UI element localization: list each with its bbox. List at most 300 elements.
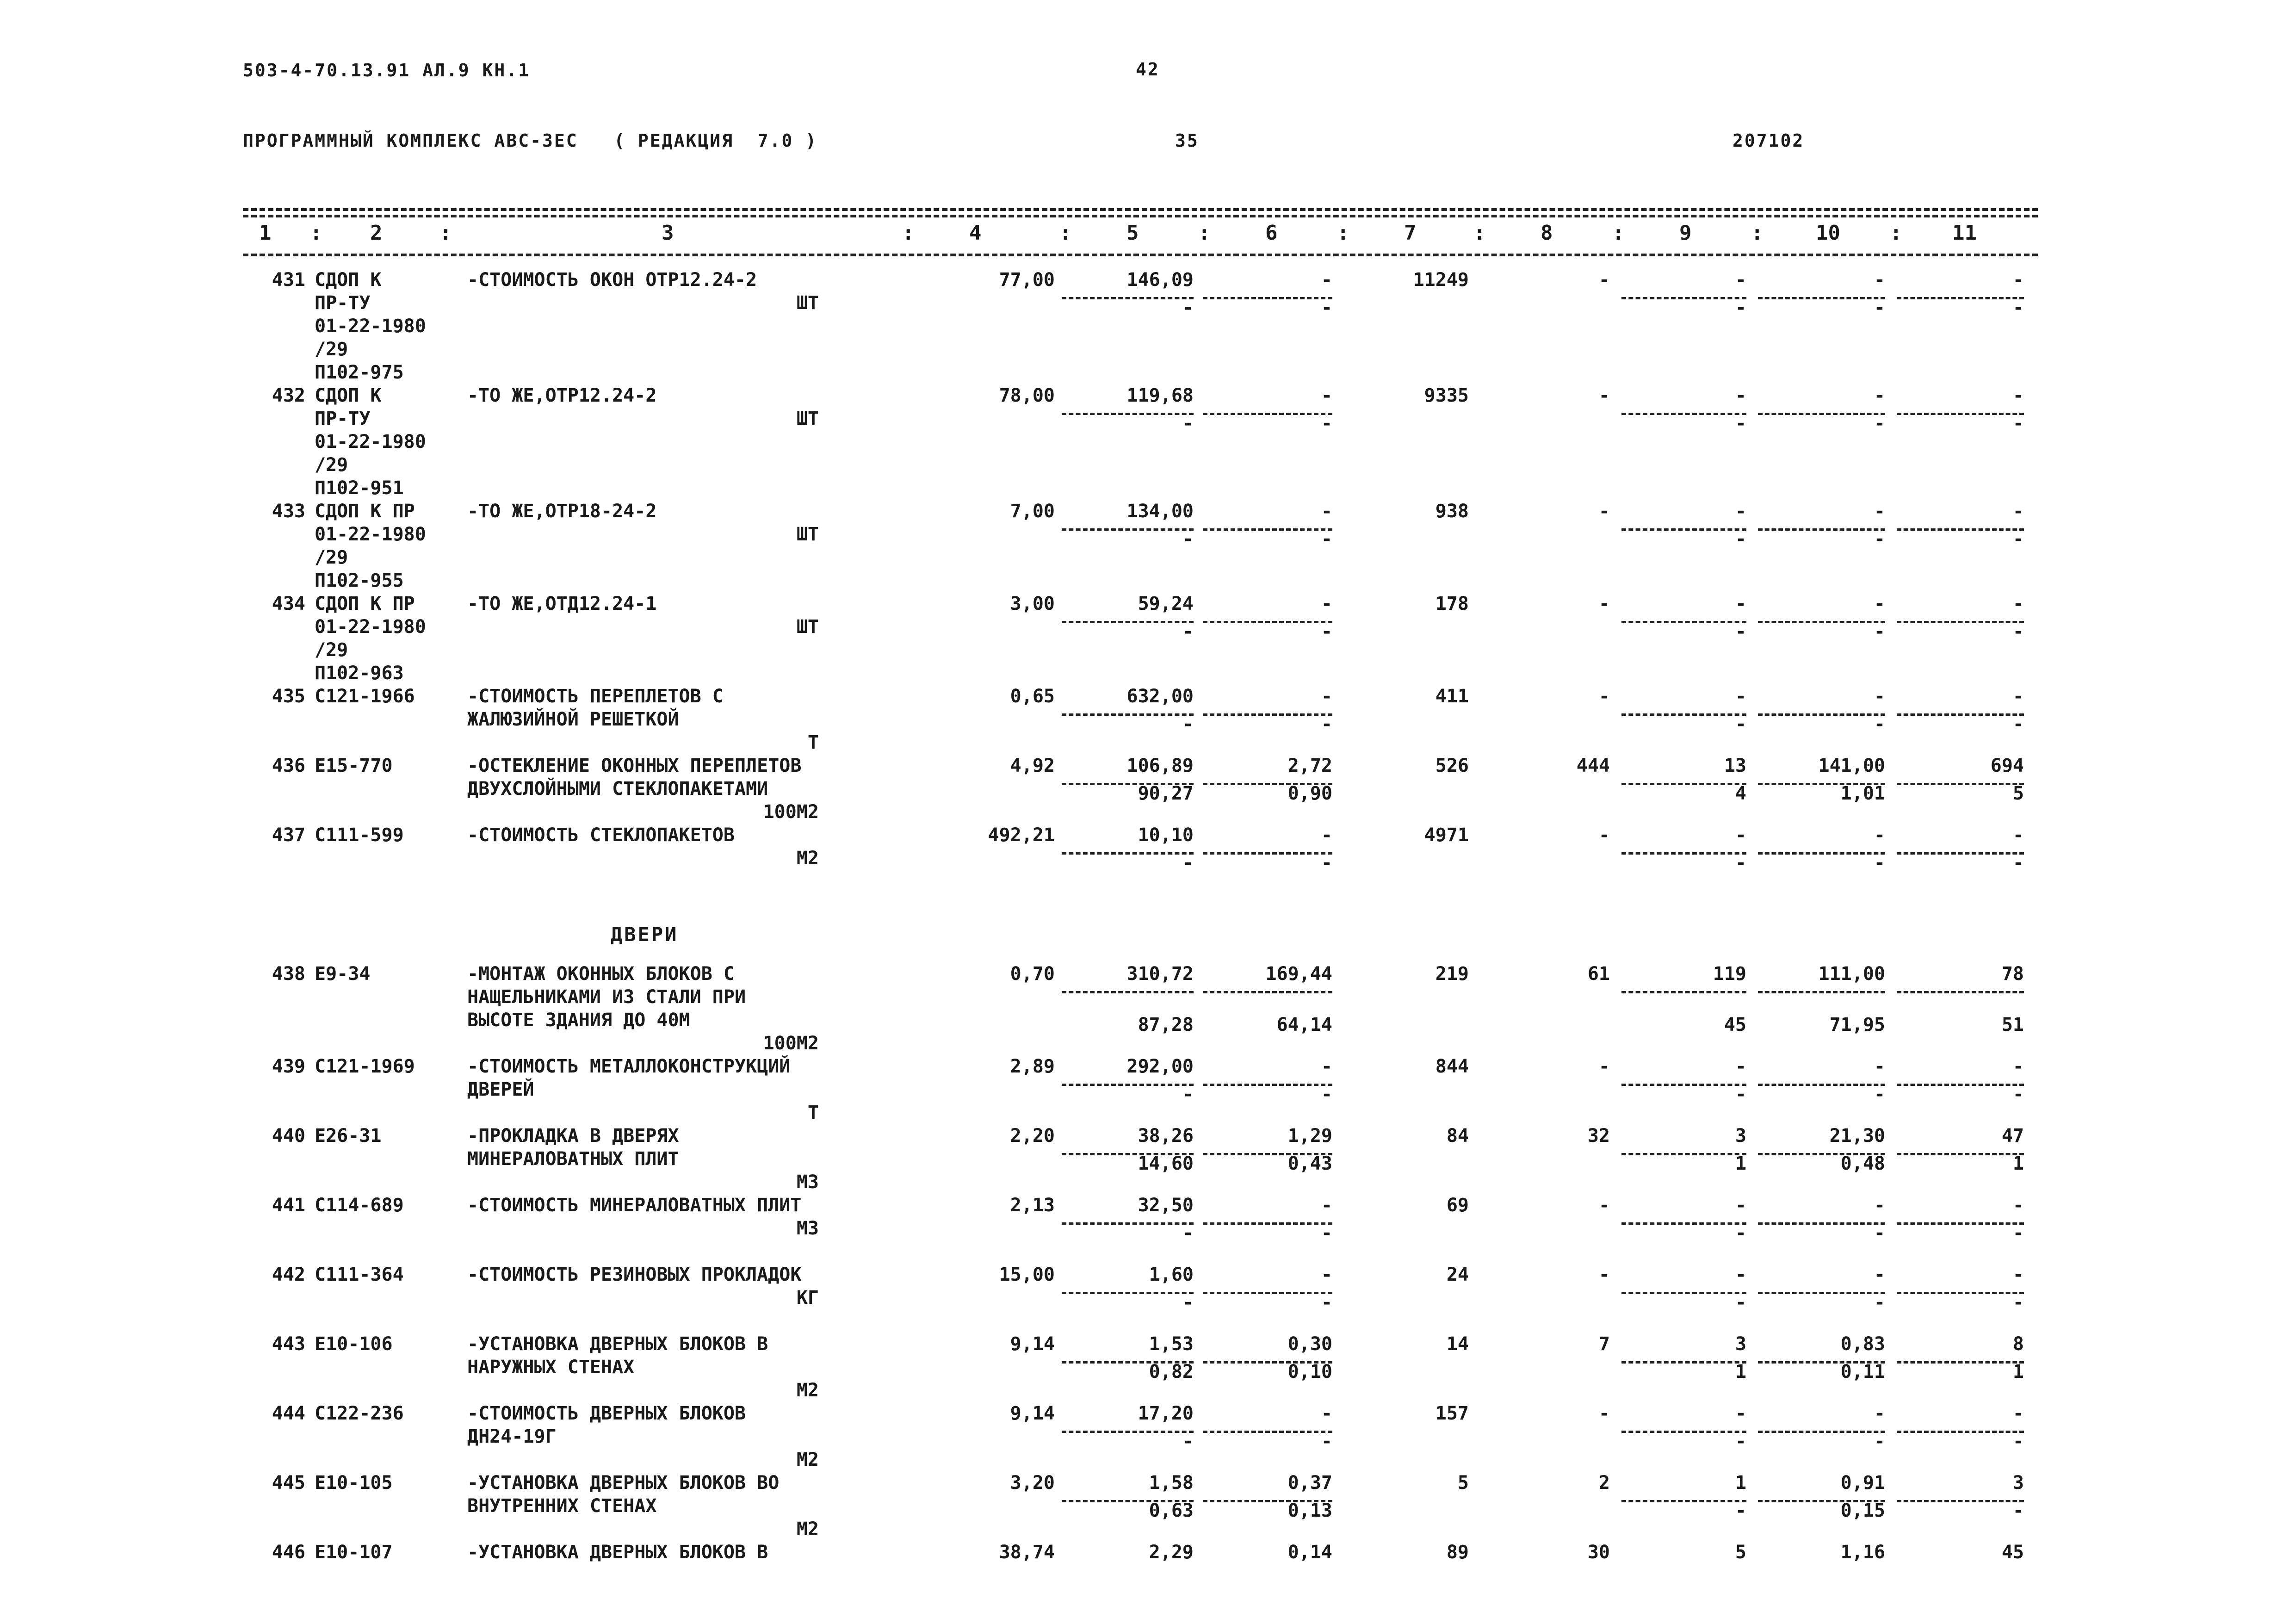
col-header-4: 4 xyxy=(969,221,982,245)
subcell-s10: - xyxy=(1874,528,1885,550)
section-heading-doors: ДВЕРИ xyxy=(611,923,679,946)
row-code: С121-1969 xyxy=(315,1056,415,1077)
subcell-s11: - xyxy=(2012,1500,2024,1521)
subcell-s6: - xyxy=(1321,1084,1332,1105)
cell-c4: 77,00 xyxy=(999,269,1055,291)
row-number: 443 xyxy=(272,1333,305,1355)
cell-c10: - xyxy=(1874,1403,1885,1424)
subcell-s10: - xyxy=(1874,852,1885,874)
cell-c10: - xyxy=(1874,686,1885,707)
cell-c6: - xyxy=(1321,824,1332,846)
cell-c5: 1,58 xyxy=(1149,1472,1194,1494)
cell-c6: 0,30 xyxy=(1287,1333,1332,1355)
cell-c11: - xyxy=(2012,269,2024,291)
cell-separator xyxy=(1203,991,1332,993)
cell-c9: - xyxy=(1735,824,1746,846)
row-code: /29 xyxy=(315,454,348,476)
row-description: -МОНТАЖ ОКОННЫХ БЛОКОВ С xyxy=(467,963,735,985)
cell-c5: 292,00 xyxy=(1126,1056,1194,1077)
cell-c8: 444 xyxy=(1576,755,1610,776)
subcell-s6: 64,14 xyxy=(1276,1014,1332,1035)
row-number: 441 xyxy=(272,1195,305,1216)
subcell-s5: - xyxy=(1182,852,1194,874)
cell-c4: 78,00 xyxy=(999,385,1055,406)
cell-c6: - xyxy=(1321,385,1332,406)
row-number: 437 xyxy=(272,824,305,846)
row-code: П102-951 xyxy=(315,477,404,499)
subcell-s9: 45 xyxy=(1724,1014,1746,1035)
subcell-s6: 0,43 xyxy=(1287,1153,1332,1174)
report-code: 207102 xyxy=(1733,130,1805,151)
row-code: Е26-31 xyxy=(315,1125,382,1147)
subcell-s5: 14,60 xyxy=(1138,1153,1194,1174)
row-number: 436 xyxy=(272,755,305,776)
subcell-s10: 71,95 xyxy=(1829,1014,1885,1035)
cell-c8: - xyxy=(1598,593,1610,614)
cell-c11: 3 xyxy=(2012,1472,2024,1494)
cell-c10: 1,16 xyxy=(1840,1542,1885,1563)
table-top-rule-2 xyxy=(243,215,2038,217)
cell-c6: 0,14 xyxy=(1287,1542,1332,1563)
cell-c9: 3 xyxy=(1735,1333,1746,1355)
row-code: С122-236 xyxy=(315,1403,404,1424)
cell-c8: - xyxy=(1598,824,1610,846)
sheet-number: 35 xyxy=(1175,130,1199,151)
col-header-8: 8 xyxy=(1541,221,1553,245)
subcell-s6: - xyxy=(1321,413,1332,434)
subcell-s5: - xyxy=(1182,413,1194,434)
row-description: ВНУТРЕННИХ СТЕНАХ xyxy=(467,1495,657,1517)
cell-c10: - xyxy=(1874,269,1885,291)
cell-c5: 38,26 xyxy=(1138,1125,1194,1147)
row-code: /29 xyxy=(315,547,348,568)
subcell-s9: - xyxy=(1735,413,1746,434)
cell-c9: - xyxy=(1735,1056,1746,1077)
subcell-s10: - xyxy=(1874,1292,1885,1313)
cell-c5: 134,00 xyxy=(1126,501,1194,522)
row-description: НАРУЖНЫХ СТЕНАХ xyxy=(467,1357,635,1378)
col-header-5: 5 xyxy=(1126,221,1139,245)
col-header-2: 2 xyxy=(370,221,383,245)
cell-c5: 17,20 xyxy=(1138,1403,1194,1424)
cell-c10: 21,30 xyxy=(1829,1125,1885,1147)
cell-c7: 89 xyxy=(1446,1542,1469,1563)
subcell-s9: - xyxy=(1735,1431,1746,1452)
row-code: С111-364 xyxy=(315,1264,404,1285)
cell-c6: 0,37 xyxy=(1287,1472,1332,1494)
cell-c10: - xyxy=(1874,824,1885,846)
subcell-s5: 0,63 xyxy=(1149,1500,1194,1521)
row-code: Е10-107 xyxy=(315,1542,393,1563)
row-number: 434 xyxy=(272,593,305,614)
subcell-s5: - xyxy=(1182,1084,1194,1105)
subcell-s11: 1 xyxy=(2012,1153,2024,1174)
cell-c6: - xyxy=(1321,1403,1332,1424)
subcell-s11: - xyxy=(2012,1084,2024,1105)
subcell-s11: 5 xyxy=(2012,783,2024,804)
cell-c9: - xyxy=(1735,1403,1746,1424)
subcell-s5: 90,27 xyxy=(1138,783,1194,804)
cell-c9: 13 xyxy=(1724,755,1746,776)
cell-c11: - xyxy=(2012,1195,2024,1216)
cell-c4: 0,70 xyxy=(1010,963,1055,985)
row-unit: М3 xyxy=(796,1172,819,1193)
cell-c8: 7 xyxy=(1598,1333,1610,1355)
col-header-9: 9 xyxy=(1679,221,1692,245)
subcell-s11: - xyxy=(2012,713,2024,735)
subcell-s6: 0,10 xyxy=(1287,1361,1332,1382)
col-header-10: 10 xyxy=(1816,221,1840,245)
subcell-s9: 4 xyxy=(1735,783,1746,804)
subcell-s10: - xyxy=(1874,297,1885,318)
cell-c6: - xyxy=(1321,593,1332,614)
cell-c11: - xyxy=(2012,1403,2024,1424)
subcell-s11: - xyxy=(2012,1431,2024,1452)
cell-c11: - xyxy=(2012,1264,2024,1285)
row-description: -УСТАНОВКА ДВЕРНЫХ БЛОКОВ В xyxy=(467,1542,768,1563)
cell-c4: 4,92 xyxy=(1010,755,1055,776)
subcell-s5: - xyxy=(1182,621,1194,642)
cell-c6: - xyxy=(1321,1056,1332,1077)
row-code: СДОП К ПР xyxy=(315,501,415,522)
row-code: С114-689 xyxy=(315,1195,404,1216)
subcell-s11: - xyxy=(2012,1222,2024,1244)
cell-c9: - xyxy=(1735,501,1746,522)
cell-c4: 2,89 xyxy=(1010,1056,1055,1077)
cell-c5: 146,09 xyxy=(1126,269,1194,291)
cell-c8: - xyxy=(1598,269,1610,291)
subcell-s11: 51 xyxy=(2001,1014,2024,1035)
subcell-s10: 0,15 xyxy=(1840,1500,1885,1521)
row-code: П102-975 xyxy=(315,362,404,383)
row-description: ВЫСОТЕ ЗДАНИЯ ДО 40М xyxy=(467,1010,690,1031)
row-description: -УСТАНОВКА ДВЕРНЫХ БЛОКОВ ВО xyxy=(467,1472,780,1494)
row-number: 435 xyxy=(272,686,305,707)
cell-c9: - xyxy=(1735,1264,1746,1285)
cell-c10: - xyxy=(1874,1195,1885,1216)
cell-c11: - xyxy=(2012,385,2024,406)
subcell-s6: 0,90 xyxy=(1287,783,1332,804)
cell-c10: 0,91 xyxy=(1840,1472,1885,1494)
program-title: ПРОГРАММНЫЙ КОМПЛЕКС АВС-3ЕС ( РЕДАКЦИЯ 7.0 ) xyxy=(243,130,818,151)
row-code: 01-22-1980 xyxy=(315,524,426,545)
row-number: 439 xyxy=(272,1056,305,1077)
cell-c11: - xyxy=(2012,824,2024,846)
row-code: С111-599 xyxy=(315,824,404,846)
cell-c4: 0,65 xyxy=(1010,686,1055,707)
row-code: СДОП К ПР xyxy=(315,593,415,614)
cell-c6: - xyxy=(1321,1264,1332,1285)
subcell-s6: - xyxy=(1321,1431,1332,1452)
cell-separator xyxy=(1062,991,1194,993)
row-code: П102-955 xyxy=(315,570,404,591)
cell-c9: 3 xyxy=(1735,1125,1746,1147)
row-description: МИНЕРАЛОВАТНЫХ ПЛИТ xyxy=(467,1148,679,1170)
row-number: 442 xyxy=(272,1264,305,1285)
cell-c7: 219 xyxy=(1435,963,1469,985)
cell-c8: - xyxy=(1598,1056,1610,1077)
cell-c11: 47 xyxy=(2001,1125,2024,1147)
subcell-s11: - xyxy=(2012,1292,2024,1313)
row-number: 432 xyxy=(272,385,305,406)
row-description: -ТО ЖЕ,ОТР12.24-2 xyxy=(467,385,657,406)
cell-c7: 411 xyxy=(1435,686,1469,707)
row-unit: 100М2 xyxy=(763,1033,819,1054)
row-unit: М2 xyxy=(796,1449,819,1470)
row-unit: ШТ xyxy=(796,292,819,314)
row-description: ДН24-19Г xyxy=(467,1426,557,1447)
cell-c6: 1,29 xyxy=(1287,1125,1332,1147)
row-description: -СТОИМОСТЬ РЕЗИНОВЫХ ПРОКЛАДОК xyxy=(467,1264,802,1285)
subcell-s10: - xyxy=(1874,1222,1885,1244)
cell-c4: 2,13 xyxy=(1010,1195,1055,1216)
cell-c7: 84 xyxy=(1446,1125,1469,1147)
cell-separator xyxy=(1758,991,1885,993)
subcell-s11: - xyxy=(2012,297,2024,318)
cell-c8: 32 xyxy=(1587,1125,1610,1147)
subcell-s5: - xyxy=(1182,1431,1194,1452)
row-description: -СТОИМОСТЬ ПЕРЕПЛЕТОВ С xyxy=(467,686,724,707)
subcell-s5: 87,28 xyxy=(1138,1014,1194,1035)
row-description: -УСТАНОВКА ДВЕРНЫХ БЛОКОВ В xyxy=(467,1333,768,1355)
row-number: 438 xyxy=(272,963,305,985)
cell-c6: 169,44 xyxy=(1265,963,1332,985)
subcell-s9: 1 xyxy=(1735,1361,1746,1382)
subcell-s6: - xyxy=(1321,621,1332,642)
subcell-s11: 1 xyxy=(2012,1361,2024,1382)
cell-c8: 2 xyxy=(1598,1472,1610,1494)
row-unit: 100М2 xyxy=(763,801,819,823)
cell-c6: - xyxy=(1321,269,1332,291)
cell-c9: - xyxy=(1735,686,1746,707)
subcell-s6: - xyxy=(1321,1292,1332,1313)
cell-c9: - xyxy=(1735,1195,1746,1216)
row-code: ПР-ТУ xyxy=(315,292,371,314)
cell-c5: 632,00 xyxy=(1126,686,1194,707)
cell-c5: 310,72 xyxy=(1126,963,1194,985)
subcell-s6: - xyxy=(1321,713,1332,735)
row-code: /29 xyxy=(315,339,348,360)
cell-separator xyxy=(1897,991,2024,993)
subcell-s11: - xyxy=(2012,621,2024,642)
cell-c7: 938 xyxy=(1435,501,1469,522)
subcell-s9: - xyxy=(1735,1500,1746,1521)
cell-c5: 119,68 xyxy=(1126,385,1194,406)
row-description: -СТОИМОСТЬ МЕТАЛЛОКОНСТРУКЦИЙ xyxy=(467,1056,791,1077)
cell-c4: 15,00 xyxy=(999,1264,1055,1285)
row-description: ДВЕРЕЙ xyxy=(467,1079,534,1100)
cell-c4: 3,00 xyxy=(1010,593,1055,614)
subcell-s5: - xyxy=(1182,1292,1194,1313)
cell-c7: 24 xyxy=(1446,1264,1469,1285)
row-number: 431 xyxy=(272,269,305,291)
row-code: СДОП К xyxy=(315,385,382,406)
subcell-s5: - xyxy=(1182,713,1194,735)
cell-separator xyxy=(1621,991,1746,993)
cell-c9: - xyxy=(1735,593,1746,614)
subcell-s6: - xyxy=(1321,297,1332,318)
row-code: П102-963 xyxy=(315,663,404,684)
cell-c8: - xyxy=(1598,385,1610,406)
cell-c10: 111,00 xyxy=(1818,963,1885,985)
cell-c4: 9,14 xyxy=(1010,1403,1055,1424)
row-unit: ШТ xyxy=(796,524,819,545)
row-unit: М2 xyxy=(796,1380,819,1401)
cell-c7: 9335 xyxy=(1424,385,1469,406)
row-description: ДВУХСЛОЙНЫМИ СТЕКЛОПАКЕТАМИ xyxy=(467,778,768,800)
subcell-s5: 0,82 xyxy=(1149,1361,1194,1382)
cell-c10: - xyxy=(1874,593,1885,614)
cell-c11: - xyxy=(2012,501,2024,522)
row-code: СДОП К xyxy=(315,269,382,291)
subcell-s5: - xyxy=(1182,297,1194,318)
subcell-s10: - xyxy=(1874,713,1885,735)
cell-c5: 10,10 xyxy=(1138,824,1194,846)
subcell-s9: - xyxy=(1735,1222,1746,1244)
cell-c5: 2,29 xyxy=(1149,1542,1194,1563)
subcell-s10: 0,11 xyxy=(1840,1361,1885,1382)
row-description: -ТО ЖЕ,ОТД12.24-1 xyxy=(467,593,657,614)
row-code: Е10-105 xyxy=(315,1472,393,1494)
table-header-rule xyxy=(243,254,2038,256)
row-description: -ТО ЖЕ,ОТР18-24-2 xyxy=(467,501,657,522)
cell-c6: - xyxy=(1321,501,1332,522)
cell-c9: 119 xyxy=(1713,963,1746,985)
cell-c7: 157 xyxy=(1435,1403,1469,1424)
col-header-11: 11 xyxy=(1952,221,1977,245)
page-number: 42 xyxy=(1136,59,1160,80)
subcell-s9: 1 xyxy=(1735,1153,1746,1174)
col-header-7: 7 xyxy=(1404,221,1417,245)
cell-c8: 30 xyxy=(1587,1542,1610,1563)
cell-c8: 61 xyxy=(1587,963,1610,985)
cell-c7: 11249 xyxy=(1413,269,1469,291)
cell-c10: - xyxy=(1874,501,1885,522)
cell-c4: 3,20 xyxy=(1010,1472,1055,1494)
row-code: С121-1966 xyxy=(315,686,415,707)
subcell-s10: - xyxy=(1874,1431,1885,1452)
cell-c4: 7,00 xyxy=(1010,501,1055,522)
row-code: ПР-ТУ xyxy=(315,408,371,429)
cell-c6: - xyxy=(1321,686,1332,707)
cell-c8: - xyxy=(1598,1195,1610,1216)
row-unit: КГ xyxy=(796,1287,819,1308)
col-header-1: 1 xyxy=(259,221,272,245)
row-description: -ПРОКЛАДКА В ДВЕРЯХ xyxy=(467,1125,679,1147)
row-code: 01-22-1980 xyxy=(315,616,426,638)
col-header-3: 3 xyxy=(662,221,674,245)
row-unit: ШТ xyxy=(796,408,819,429)
row-unit: М3 xyxy=(796,1218,819,1239)
row-number: 440 xyxy=(272,1125,305,1147)
subcell-s9: - xyxy=(1735,1084,1746,1105)
cell-c11: 8 xyxy=(2012,1333,2024,1355)
subcell-s9: - xyxy=(1735,852,1746,874)
subcell-s6: - xyxy=(1321,852,1332,874)
row-description: -СТОИМОСТЬ ДВЕРНЫХ БЛОКОВ xyxy=(467,1403,746,1424)
row-unit: ШТ xyxy=(796,616,819,638)
row-description: ЖАЛЮЗИЙНОЙ РЕШЕТКОЙ xyxy=(467,709,679,730)
cell-c5: 59,24 xyxy=(1138,593,1194,614)
row-unit: М2 xyxy=(796,1519,819,1540)
subcell-s10: 0,48 xyxy=(1840,1153,1885,1174)
cell-c7: 5 xyxy=(1457,1472,1469,1494)
cell-c5: 106,89 xyxy=(1126,755,1194,776)
row-description: -ОСТЕКЛЕНИЕ ОКОННЫХ ПЕРЕПЛЕТОВ xyxy=(467,755,802,776)
row-unit: М2 xyxy=(796,848,819,869)
document-code: 503-4-70.13.91 АЛ.9 КН.1 xyxy=(243,60,531,81)
subcell-s9: - xyxy=(1735,1292,1746,1313)
cell-c7: 69 xyxy=(1446,1195,1469,1216)
cell-c7: 844 xyxy=(1435,1056,1469,1077)
row-code: Е10-106 xyxy=(315,1333,393,1355)
cell-c4: 492,21 xyxy=(988,824,1055,846)
cell-c4: 9,14 xyxy=(1010,1333,1055,1355)
row-code: Е9-34 xyxy=(315,963,371,985)
row-description: -СТОИМОСТЬ МИНЕРАЛОВАТНЫХ ПЛИТ xyxy=(467,1195,802,1216)
cell-c9: 5 xyxy=(1735,1542,1746,1563)
cell-c11: 45 xyxy=(2001,1542,2024,1563)
row-number: 445 xyxy=(272,1472,305,1494)
row-description: НАЩЕЛЬНИКАМИ ИЗ СТАЛИ ПРИ xyxy=(467,986,746,1008)
subcell-s6: - xyxy=(1321,1222,1332,1244)
cell-c8: - xyxy=(1598,1264,1610,1285)
subcell-s6: - xyxy=(1321,528,1332,550)
cell-c6: - xyxy=(1321,1195,1332,1216)
cell-c4: 38,74 xyxy=(999,1542,1055,1563)
subcell-s9: - xyxy=(1735,621,1746,642)
cell-c10: - xyxy=(1874,1264,1885,1285)
cell-c11: - xyxy=(2012,1056,2024,1077)
cell-c10: - xyxy=(1874,1056,1885,1077)
cell-c8: - xyxy=(1598,686,1610,707)
table-top-rule xyxy=(243,208,2038,211)
cell-c10: - xyxy=(1874,385,1885,406)
subcell-s11: - xyxy=(2012,528,2024,550)
cell-c11: 78 xyxy=(2001,963,2024,985)
subcell-s5: - xyxy=(1182,1222,1194,1244)
subcell-s10: - xyxy=(1874,621,1885,642)
subcell-s6: 0,13 xyxy=(1287,1500,1332,1521)
subcell-s10: 1,01 xyxy=(1840,783,1885,804)
row-number: 433 xyxy=(272,501,305,522)
col-header-6: 6 xyxy=(1265,221,1278,245)
cell-c8: - xyxy=(1598,501,1610,522)
subcell-s10: - xyxy=(1874,413,1885,434)
subcell-s5: - xyxy=(1182,528,1194,550)
cell-c9: - xyxy=(1735,385,1746,406)
row-number: 444 xyxy=(272,1403,305,1424)
cell-c7: 14 xyxy=(1446,1333,1469,1355)
cell-c11: - xyxy=(2012,593,2024,614)
cell-c5: 32,50 xyxy=(1138,1195,1194,1216)
row-description: -СТОИМОСТЬ СТЕКЛОПАКЕТОВ xyxy=(467,824,735,846)
cell-c6: 2,72 xyxy=(1287,755,1332,776)
subcell-s10: - xyxy=(1874,1084,1885,1105)
row-code: /29 xyxy=(315,639,348,661)
cell-c9: - xyxy=(1735,269,1746,291)
subcell-s11: - xyxy=(2012,852,2024,874)
cell-c10: 141,00 xyxy=(1818,755,1885,776)
subcell-s9: - xyxy=(1735,713,1746,735)
row-description: -СТОИМОСТЬ ОКОН ОТР12.24-2 xyxy=(467,269,757,291)
cell-c11: - xyxy=(2012,686,2024,707)
row-unit: Т xyxy=(807,1102,819,1123)
subcell-s9: - xyxy=(1735,528,1746,550)
row-code: Е15-770 xyxy=(315,755,393,776)
cell-c9: 1 xyxy=(1735,1472,1746,1494)
cell-c10: 0,83 xyxy=(1840,1333,1885,1355)
